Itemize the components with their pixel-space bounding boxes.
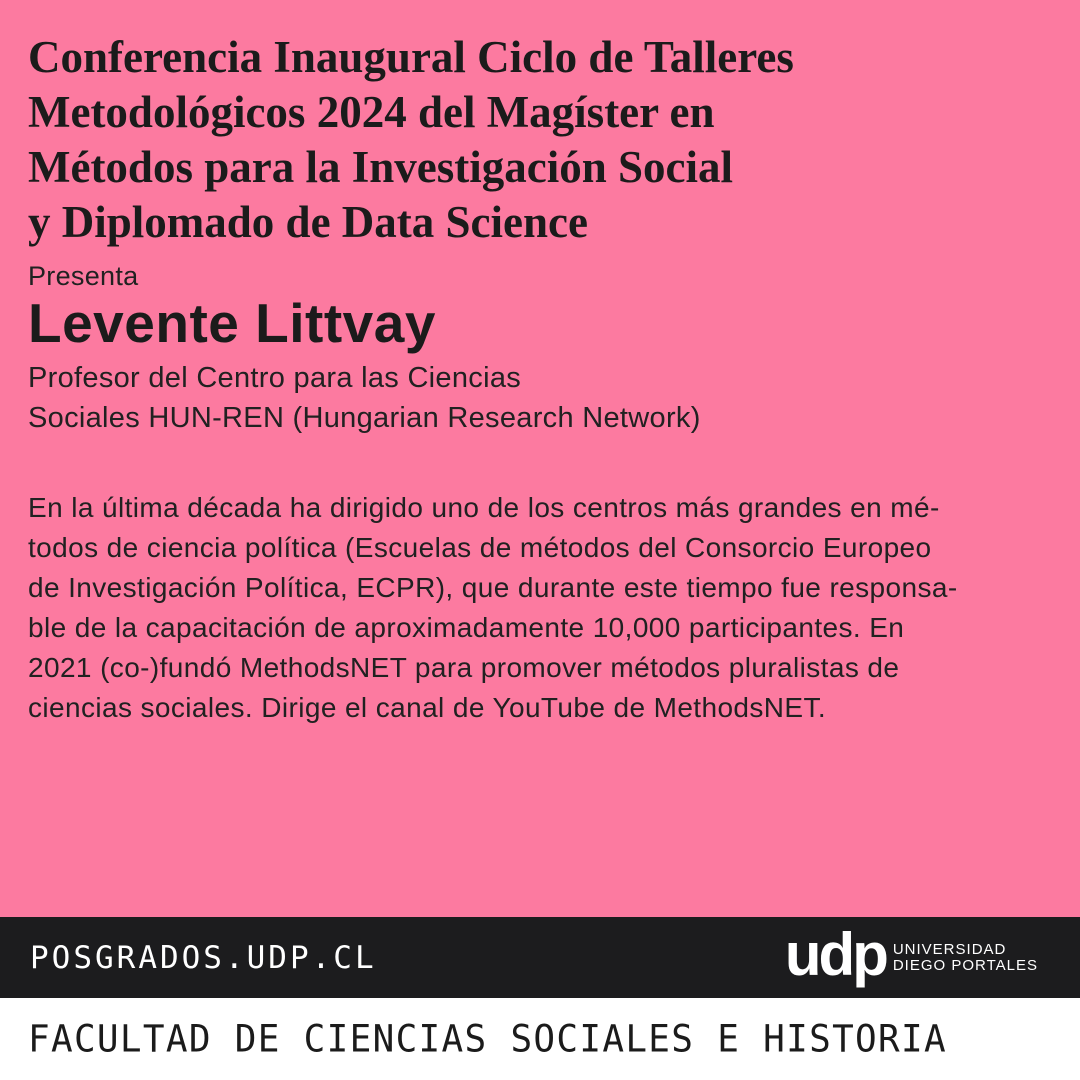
event-title-line: y Diplomado de Data Science bbox=[28, 197, 588, 247]
faculty-name: FACULTAD DE CIENCIAS SOCIALES E HISTORIA bbox=[28, 1017, 947, 1061]
bio-paragraph bbox=[28, 488, 1044, 728]
event-title-line: Métodos para la Investigación Social bbox=[28, 142, 733, 192]
footer-bar bbox=[0, 917, 1080, 998]
udp-logo-text-line: UNIVERSIDAD bbox=[892, 941, 1007, 958]
event-title bbox=[28, 30, 1044, 250]
website-url: POSGRADOS.UDP.CL bbox=[30, 939, 377, 976]
event-title-line: Conferencia Inaugural Ciclo de Talleres bbox=[28, 32, 794, 82]
udp-logo bbox=[784, 920, 1038, 988]
bio-line: todos de ciencia política (Escuelas de métodos del Consorcio Europeo bbox=[28, 532, 932, 563]
bio-line: de Investigación Política, ECPR), que durante este tiempo fue responsa- bbox=[28, 572, 958, 603]
presenter-name: Levente Littvay bbox=[28, 292, 436, 354]
udp-logo-text bbox=[893, 942, 1038, 973]
affiliation-line: Sociales HUN-REN (Hungarian Research Network) bbox=[28, 402, 701, 434]
event-title-line: Metodológicos 2024 del Magíster en bbox=[28, 87, 715, 137]
affiliation-line: Profesor del Centro para las Ciencias bbox=[28, 362, 522, 394]
udp-logo-text-line: DIEGO PORTALES bbox=[892, 956, 1038, 974]
faculty-strip bbox=[0, 998, 1080, 1080]
presents-label: Presenta bbox=[28, 261, 139, 291]
bio-line: ble de la capacitación de aproximadamente 10,000 participantes. En bbox=[28, 612, 905, 643]
presenter-affiliation bbox=[28, 358, 1044, 438]
udp-logo-mark: udp bbox=[784, 920, 886, 988]
bio-line: En la última década ha dirigido uno de los centros más grandes en mé- bbox=[28, 492, 940, 523]
flyer-content bbox=[28, 30, 1044, 728]
bio-line: ciencias sociales. Dirige el canal de YouTube de MethodsNET. bbox=[28, 692, 827, 723]
bio-line: 2021 (co-)fundó MethodsNET para promover métodos pluralistas de bbox=[28, 652, 900, 683]
